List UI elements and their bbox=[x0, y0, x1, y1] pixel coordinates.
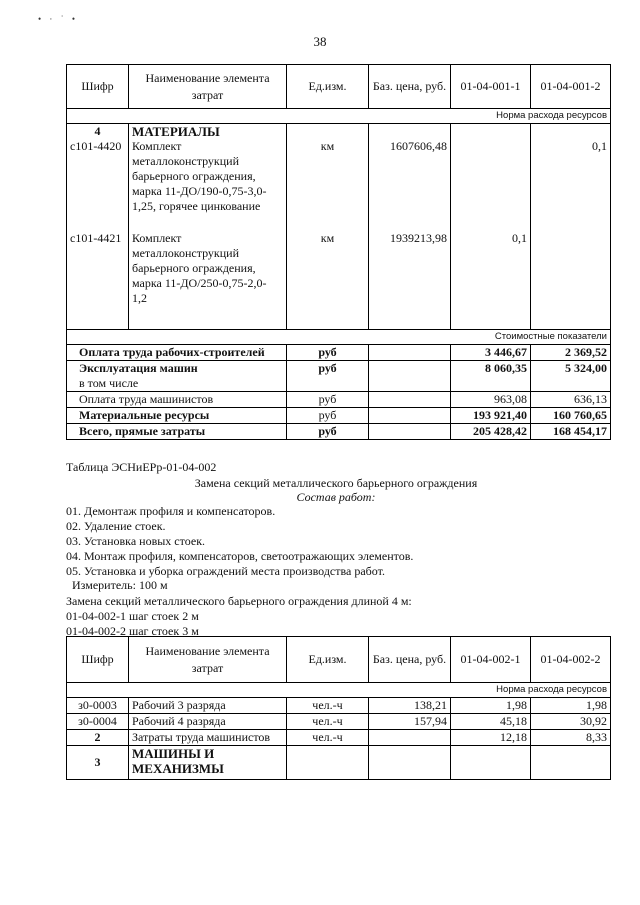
item-v1 bbox=[451, 139, 531, 231]
header-col-2: 01-04-001-2 bbox=[531, 65, 611, 109]
cost-v1: 205 428,42 bbox=[451, 423, 531, 439]
header-price: Баз. цена, руб. bbox=[369, 65, 451, 109]
total-code: 2 bbox=[67, 730, 129, 746]
cost-v2: 636,13 bbox=[531, 391, 611, 407]
cost-row bbox=[67, 391, 611, 407]
cost-row bbox=[67, 344, 611, 360]
row-v1: 1,98 bbox=[451, 698, 531, 714]
cost-name: Оплата труда рабочих-строителей bbox=[67, 344, 287, 360]
row-name: Рабочий 4 разряда bbox=[129, 714, 287, 730]
header-name: Наименование элемента затрат bbox=[129, 65, 287, 109]
header-unit: Ед.изм. bbox=[287, 65, 369, 109]
list-item: 02. Удаление стоек. bbox=[66, 519, 166, 533]
cost-row bbox=[67, 423, 611, 439]
cost-v2: 2 369,52 bbox=[531, 344, 611, 360]
header-price: Баз. цена, руб. bbox=[369, 637, 451, 683]
total-v2: 8,33 bbox=[531, 730, 611, 746]
cost-v2: 160 760,65 bbox=[531, 407, 611, 423]
item-name: Комплект металлоконструкций барьерного ограждения, марка 11-ДО/190-0,75-3,0- 1,25, горячее цинкование bbox=[129, 139, 287, 231]
item-v2: 0,1 bbox=[531, 139, 611, 231]
cost-name: Материальные ресурсы bbox=[67, 407, 287, 423]
row-unit: чел.-ч bbox=[287, 714, 369, 730]
table-row bbox=[67, 714, 611, 730]
item-unit: км bbox=[287, 231, 369, 329]
page-number: 38 bbox=[313, 34, 327, 49]
cost-name: Эксплуатация машин в том числе bbox=[67, 360, 287, 391]
row-price: 157,94 bbox=[369, 714, 451, 730]
cost-row bbox=[67, 360, 611, 391]
item-code: с101-4421 bbox=[67, 231, 129, 329]
norm-row bbox=[67, 683, 611, 698]
total-v1: 12,18 bbox=[451, 730, 531, 746]
section-title: МАТЕРИАЛЫ bbox=[129, 124, 287, 140]
total-price bbox=[369, 730, 451, 746]
total-name: Затраты труда машинистов bbox=[129, 730, 287, 746]
cost-v1: 193 921,40 bbox=[451, 407, 531, 423]
norm-label: Норма расхода ресурсов bbox=[67, 109, 611, 124]
section-row bbox=[67, 746, 611, 780]
row-v2: 30,92 bbox=[531, 714, 611, 730]
cost-v1: 963,08 bbox=[451, 391, 531, 407]
cost-unit: руб bbox=[287, 360, 369, 391]
total-unit: чел.-ч bbox=[287, 730, 369, 746]
item-v1: 0,1 bbox=[451, 231, 531, 329]
resources-table-2 bbox=[66, 636, 611, 780]
cost-v1: 8 060,35 bbox=[451, 360, 531, 391]
header-col-1: 01-04-002-1 bbox=[451, 637, 531, 683]
section-row bbox=[67, 124, 611, 140]
list-item: 01. Демонтаж профиля и компенсаторов. bbox=[66, 504, 276, 518]
row-price: 138,21 bbox=[369, 698, 451, 714]
row-code: з0-0003 bbox=[67, 698, 129, 714]
norm-label: Норма расхода ресурсов bbox=[67, 683, 611, 698]
header-col-2: 01-04-002-2 bbox=[531, 637, 611, 683]
works-title: Состав работ: bbox=[296, 490, 376, 504]
header-unit: Ед.изм. bbox=[287, 637, 369, 683]
header-col-1: 01-04-001-1 bbox=[451, 65, 531, 109]
cost-unit: руб bbox=[287, 344, 369, 360]
norm-row bbox=[67, 109, 611, 124]
table-header-row bbox=[67, 637, 611, 683]
cost-v1: 3 446,67 bbox=[451, 344, 531, 360]
item-name: Комплект металлоконструкций барьерного ограждения, марка 11-ДО/250-0,75-2,0- 1,2 bbox=[129, 231, 287, 329]
works-list bbox=[66, 504, 413, 579]
list-item: 05. Установка и уборка ограждений места производства работ. bbox=[66, 564, 385, 578]
item-code: с101-4420 bbox=[67, 139, 129, 231]
cost-unit: руб bbox=[287, 407, 369, 423]
row-code: з0-0004 bbox=[67, 714, 129, 730]
cost-unit: руб bbox=[287, 391, 369, 407]
list-item: 04. Монтаж профиля, компенсаторов, светоотражающих элементов. bbox=[66, 549, 414, 563]
cost-row bbox=[67, 407, 611, 423]
row-v1: 45,18 bbox=[451, 714, 531, 730]
section-number: 3 bbox=[67, 746, 129, 780]
table-row bbox=[67, 730, 611, 746]
cost-v2: 5 324,00 bbox=[531, 360, 611, 391]
page-marks: • · ˙ • bbox=[38, 14, 79, 24]
row-unit: чел.-ч bbox=[287, 698, 369, 714]
description: Замена секций металлического барьерного ограждения длиной 4 м: 01-04-002-1 шаг стоек 2 м 01-04-002-2 шаг стоек 3 м bbox=[66, 594, 412, 638]
section-title: МАШИНЫ И МЕХАНИЗМЫ bbox=[129, 746, 287, 780]
table-title: Таблица ЭСНиЕРр-01-04-002 bbox=[66, 460, 217, 474]
cost-label: Стоимостные показатели bbox=[67, 329, 611, 344]
row-name: Рабочий 3 разряда bbox=[129, 698, 287, 714]
resources-table-1 bbox=[66, 64, 611, 440]
item-price: 1939213,98 bbox=[369, 231, 451, 329]
cost-unit: руб bbox=[287, 423, 369, 439]
header-code: Шифр bbox=[67, 637, 129, 683]
header-name: Наименование элемента затрат bbox=[129, 637, 287, 683]
item-v2 bbox=[531, 231, 611, 329]
table-row bbox=[67, 139, 611, 231]
measure: Измеритель: 100 м bbox=[72, 578, 168, 592]
table-row bbox=[67, 698, 611, 714]
cost-label-row bbox=[67, 329, 611, 344]
cost-name: Оплата труда машинистов bbox=[67, 391, 287, 407]
cost-name: Всего, прямые затраты bbox=[67, 423, 287, 439]
item-unit: км bbox=[287, 139, 369, 231]
header-code: Шифр bbox=[67, 65, 129, 109]
list-item: 03. Установка новых стоек. bbox=[66, 534, 206, 548]
cost-v2: 168 454,17 bbox=[531, 423, 611, 439]
section-number: 4 bbox=[67, 124, 129, 140]
table-header-row bbox=[67, 65, 611, 109]
table-row bbox=[67, 231, 611, 329]
row-v2: 1,98 bbox=[531, 698, 611, 714]
item-price: 1607606,48 bbox=[369, 139, 451, 231]
table-subtitle: Замена секций металлического барьерного ограждения bbox=[194, 476, 478, 490]
